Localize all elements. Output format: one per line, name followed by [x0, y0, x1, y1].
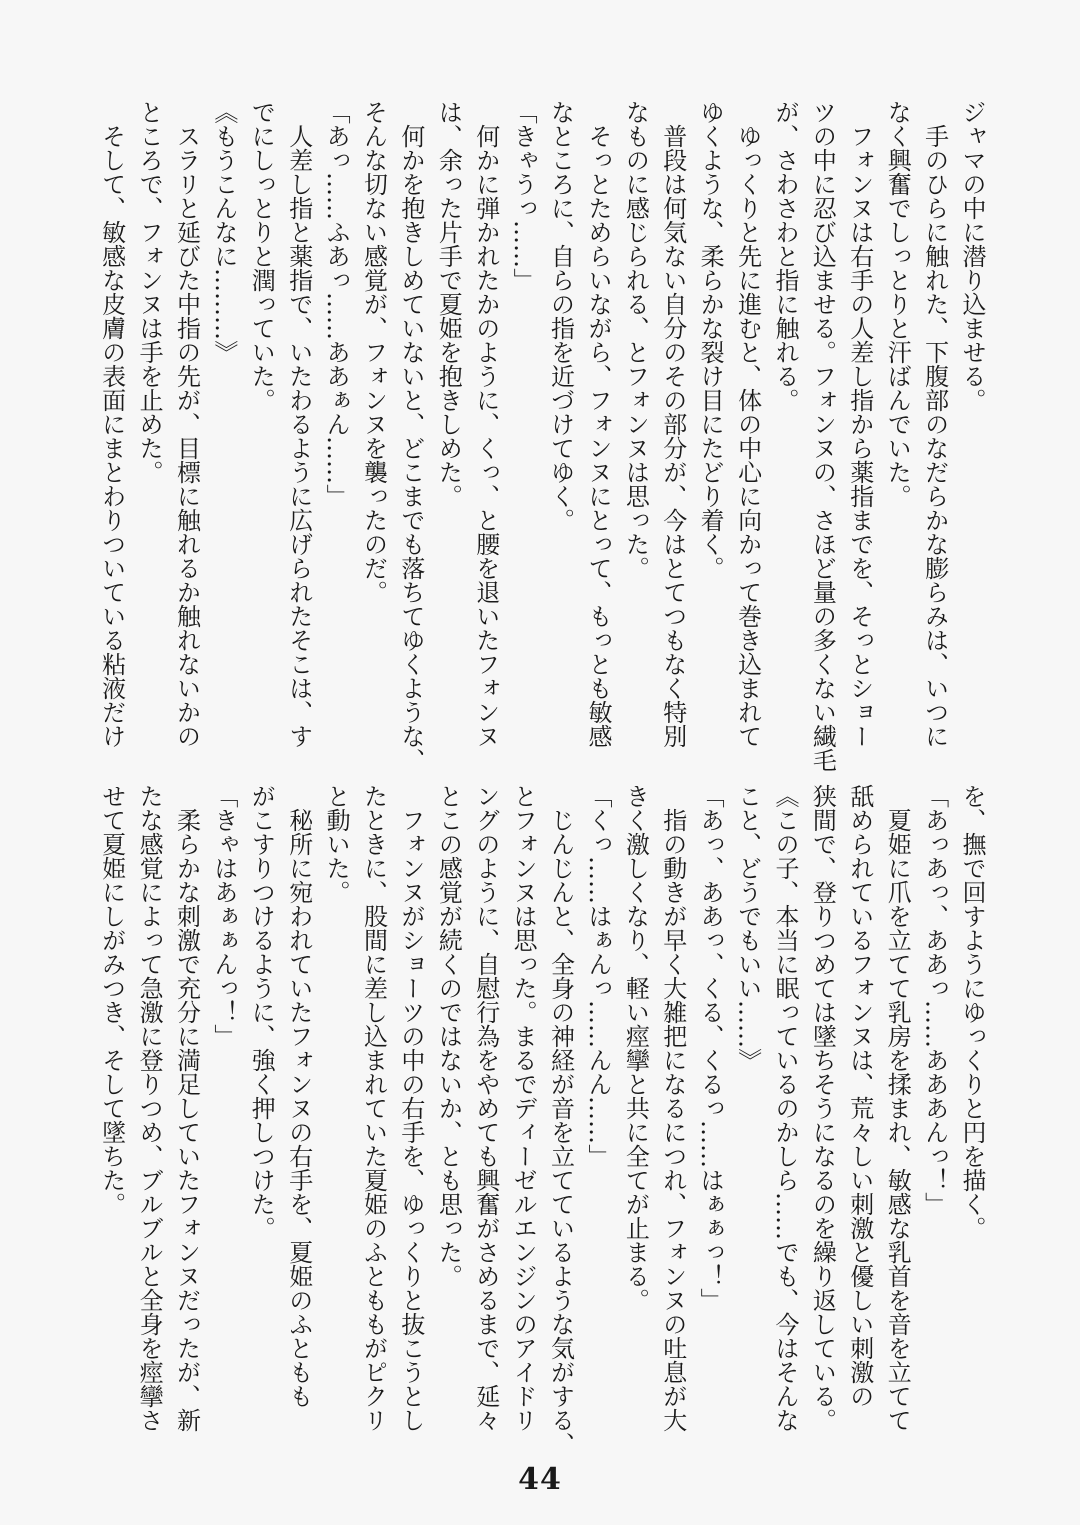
text-line: 普段は何気ない自分のその部分が、今はとてつもなく特別	[658, 100, 687, 748]
text-line: じんじんと、全身の神経が音を立てているような気がする、	[546, 784, 575, 1456]
text-line: そっとためらいながら、フォンヌにとって、もっとも敏感	[583, 100, 612, 748]
text-line: 《もうこんなに………》	[209, 100, 238, 364]
text-line: そんな切ない感覚が、フォンヌを襲ったのだ。	[359, 100, 388, 604]
text-line: 「きゃはあぁぁんっ！」	[209, 784, 238, 1048]
text-line: なく興奮でしっとりと汗ばんでいた。	[883, 100, 912, 508]
text-line: 手のひらに触れた、下腹部のなだらかな膨らみは、いつに	[920, 100, 949, 748]
text-line: 夏姫に爪を立てて乳房を揉まれ、敏感な乳首を音を立てて	[883, 784, 912, 1432]
text-line: ゆくような、柔らかな裂け目にたどり着く。	[696, 100, 725, 580]
text-line: 「きゃうっ……」	[509, 100, 538, 292]
text-line: 柔らかな刺激で充分に満足していたフォンヌだったが、新	[172, 784, 201, 1432]
text-line: たときに、股間に差し込まれていた夏姫のふとももがピクリ	[359, 784, 388, 1432]
text-line: 指の動きが早く大雑把になるにつれ、フォンヌの吐息が大	[658, 784, 687, 1432]
text-line: 「あっあっ、ああっ……あああんっ！」	[920, 784, 949, 1216]
text-line: スラリと延びた中指の先が、目標に触れるか触れないかの	[172, 100, 201, 748]
text-line: きく激しくなり、軽い痙攣と共に全てが止まる。	[621, 784, 650, 1312]
text-line: フォンヌは右手の人差し指から薬指までを、そっとショー	[845, 100, 874, 748]
text-line: がこすりつけるように、強く押しつけた。	[247, 784, 276, 1240]
text-line: せて夏姫にしがみつき、そして墜ちた。	[97, 784, 126, 1216]
text-line: 人差し指と薬指で、いたわるように広げられたそこは、す	[284, 100, 313, 748]
text-line: 狭間で、登りつめては墜ちそうになるのを繰り返している。	[808, 784, 837, 1432]
text-line: そして、敏感な皮膚の表面にまとわりついている粘液だけ	[97, 100, 126, 748]
text-line: なところに、自らの指を近づけてゆく。	[546, 100, 575, 532]
text-line: 「くっ……はぁんっ……んん……」	[583, 784, 612, 1168]
text-line: ングのように、自慰行為をやめても興奮がさめるまで、延々	[471, 784, 500, 1432]
text-line: 《この子、本当に眠っているのかしら……でも、今はそんな	[770, 784, 799, 1432]
text-line: とこの感覚が続くのではないか、とも思った。	[434, 784, 463, 1288]
text-line: たな感覚によって急激に登りつめ、ブルブルと全身を痙攣さ	[135, 784, 164, 1432]
text-line: 「あっ、ああっ、くる、くるっ……はぁぁっ！」	[696, 784, 725, 1312]
text-line: は、余った片手で夏姫を抱きしめた。	[434, 100, 463, 508]
text-line: なものに感じられる、とフォンヌは思った。	[621, 100, 650, 580]
text-line: ジャマの中に潜り込ませる。	[958, 100, 986, 412]
text-line: とフォンヌは思った。まるでディーゼルエンジンのアイドリ	[509, 784, 538, 1432]
page-number: 44	[518, 1462, 562, 1497]
text-line: 何かを抱きしめていないと、どこまでも落ちてゆくような、	[396, 100, 425, 772]
text-line: が、さわさわと指に触れる。	[770, 100, 799, 412]
text-line: でにしっとりと潤っていた。	[247, 100, 276, 412]
text-line: 「あっ……ふあっ……ああぁん……」	[322, 100, 351, 508]
text-line: ツの中に忍び込ませる。フォンヌの、さほど量の多くない繊毛	[808, 100, 837, 772]
text-line: 秘所に宛われていたフォンヌの右手を、夏姫のふともも	[284, 784, 313, 1408]
text-line: 舐められているフォンヌは、荒々しい刺激と優しい刺激の	[845, 784, 874, 1408]
text-line: ゆっくりと先に進むと、体の中心に向かって巻き込まれて	[733, 100, 762, 748]
text-line: と動いた。	[322, 784, 351, 904]
text-line: こと、どうでもいい……》	[733, 784, 762, 1072]
text-block-bottom	[90, 784, 990, 1456]
text-line: ところで、フォンヌは手を止めた。	[135, 100, 164, 484]
text-block-top	[90, 100, 990, 772]
text-line: フォンヌがショーツの中の右手を、ゆっくりと抜こうとし	[396, 784, 425, 1432]
text-line: を、撫で回すようにゆっくりと円を描く。	[958, 784, 986, 1240]
text-line: 何かに弾かれたかのように、くっ、と腰を退いたフォンヌ	[471, 100, 500, 748]
